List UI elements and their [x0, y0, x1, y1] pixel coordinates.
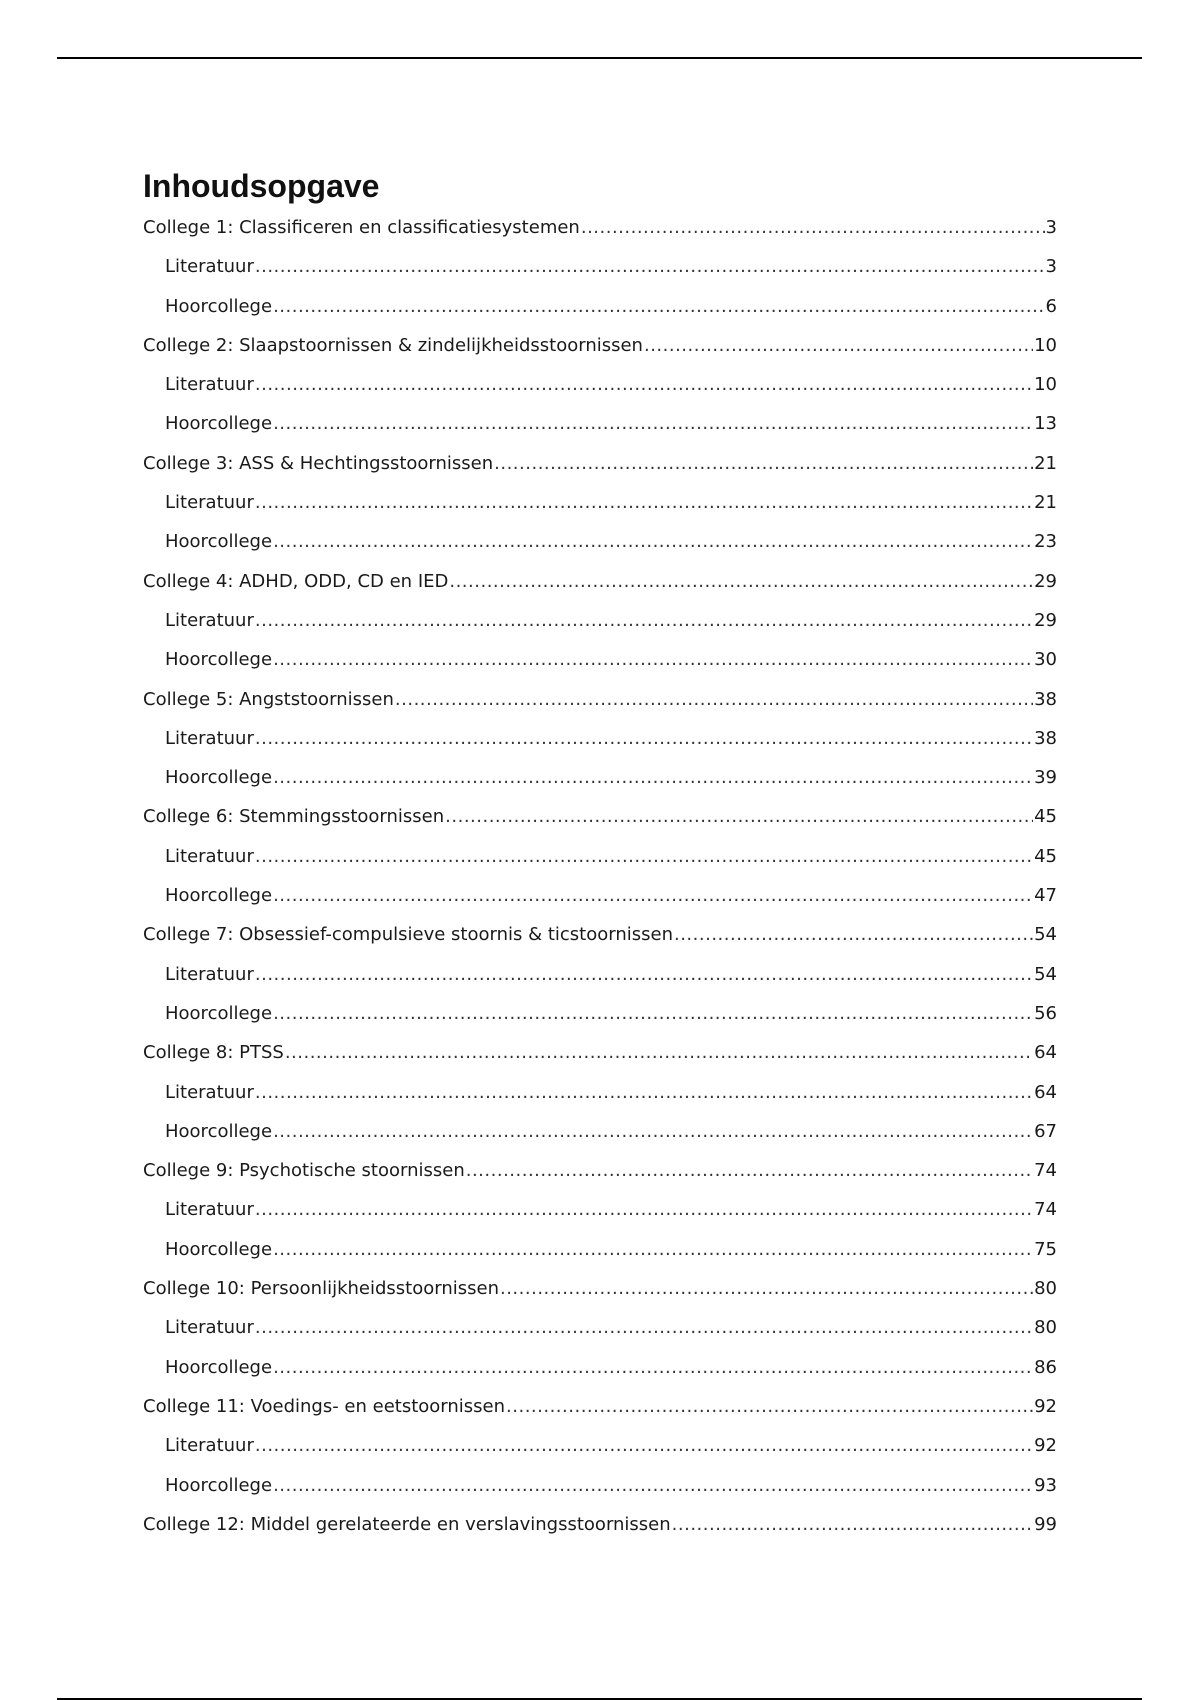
- toc-entry-page-number: 39: [1034, 767, 1057, 789]
- toc-dot-leader: [273, 1112, 1033, 1151]
- toc-entry-label: Hoorcollege: [165, 413, 273, 435]
- toc-section-entry[interactable]: [143, 955, 1057, 994]
- toc-entry-label: Hoorcollege: [165, 1356, 273, 1378]
- toc-dot-leader: [672, 1505, 1033, 1544]
- toc-dot-leader: [255, 955, 1033, 994]
- toc-entry-page-number: 21: [1034, 452, 1057, 474]
- toc-entry-label: Hoorcollege: [165, 295, 273, 317]
- toc-dot-leader: [255, 247, 1045, 286]
- toc-entry-page-number: 80: [1034, 1317, 1057, 1339]
- toc-entry-label: College 2: Slaapstoornissen & zindelijkheidsstoornissen: [143, 334, 643, 356]
- toc-title: Inhoudsopgave: [143, 168, 380, 204]
- toc-section-entry[interactable]: [143, 640, 1057, 679]
- toc-dot-leader: [506, 1387, 1033, 1426]
- toc-entry-label: College 10: Persoonlijkheidsstoornissen: [143, 1278, 499, 1300]
- toc-dot-leader: [273, 287, 1044, 326]
- toc-entry-label: Hoorcollege: [165, 1474, 273, 1496]
- toc-chapter-entry[interactable]: [143, 562, 1057, 601]
- toc-section-entry[interactable]: [143, 1190, 1057, 1229]
- toc-dot-leader: [273, 640, 1033, 679]
- toc-entry-page-number: 92: [1034, 1395, 1057, 1417]
- toc-chapter-entry[interactable]: [143, 680, 1057, 719]
- toc-dot-leader: [273, 1466, 1033, 1505]
- toc-entry-label: College 1: Classificeren en classificatiesystemen: [143, 217, 580, 238]
- toc-entry-label: Hoorcollege: [165, 649, 273, 671]
- toc-entry-label: Literatuur: [165, 374, 254, 396]
- toc-section-entry[interactable]: [143, 483, 1057, 522]
- toc-dot-leader: [255, 1190, 1033, 1229]
- toc-entry-page-number: 45: [1034, 845, 1057, 867]
- toc-entry-label: Literatuur: [165, 845, 254, 867]
- toc-entry-page-number: 92: [1034, 1435, 1057, 1457]
- toc-entry-label: College 9: Psychotische stoornissen: [143, 1160, 465, 1182]
- toc-entry-page-number: 29: [1034, 609, 1057, 631]
- toc-entry-page-number: 99: [1034, 1513, 1057, 1535]
- toc-section-entry[interactable]: [143, 365, 1057, 404]
- toc-chapter-entry[interactable]: [143, 915, 1057, 954]
- toc-dot-leader: [255, 365, 1033, 404]
- toc-dot-leader: [466, 1151, 1033, 1190]
- toc-chapter-entry[interactable]: [143, 1033, 1057, 1072]
- toc-dot-leader: [674, 915, 1033, 954]
- toc-section-entry[interactable]: [143, 522, 1057, 561]
- toc-entry-page-number: 47: [1034, 885, 1057, 907]
- toc-dot-leader: [273, 404, 1033, 443]
- toc-entry-label: Literatuur: [165, 963, 254, 985]
- toc-entry-label: Literatuur: [165, 1435, 254, 1457]
- toc-entry-page-number: 6: [1045, 295, 1057, 317]
- toc-dot-leader: [273, 1348, 1033, 1387]
- toc-chapter-entry[interactable]: [143, 444, 1057, 483]
- toc-entry-label: Hoorcollege: [165, 531, 273, 553]
- toc-entry-page-number: 75: [1034, 1238, 1057, 1260]
- toc-section-entry[interactable]: [143, 1073, 1057, 1112]
- toc-section-entry[interactable]: [143, 1230, 1057, 1269]
- toc-dot-leader: [273, 994, 1033, 1033]
- header-rule: [57, 57, 1142, 59]
- toc-entry-page-number: 67: [1034, 1120, 1057, 1142]
- toc-section-entry[interactable]: [143, 719, 1057, 758]
- toc-entry-label: Hoorcollege: [165, 885, 273, 907]
- toc-entry-page-number: 74: [1034, 1199, 1057, 1221]
- toc-dot-leader: [494, 444, 1033, 483]
- toc-dot-leader: [445, 797, 1033, 836]
- toc-entry-page-number: 74: [1034, 1160, 1057, 1182]
- toc-dot-leader: [255, 837, 1033, 876]
- toc-entry-label: Literatuur: [165, 1081, 254, 1103]
- toc-dot-leader: [255, 1073, 1033, 1112]
- toc-dot-leader: [395, 680, 1033, 719]
- toc-section-entry[interactable]: [143, 1348, 1057, 1387]
- toc-section-entry[interactable]: [143, 247, 1057, 286]
- toc-section-entry[interactable]: [143, 1466, 1057, 1505]
- toc-entry-label: Hoorcollege: [165, 767, 273, 789]
- toc-entry-page-number: 54: [1034, 924, 1057, 946]
- toc-entry-page-number: 10: [1034, 334, 1057, 356]
- toc-entry-label: Literatuur: [165, 492, 254, 514]
- toc-dot-leader: [255, 1426, 1033, 1465]
- toc-chapter-entry[interactable]: [143, 208, 1057, 247]
- toc-dot-leader: [273, 522, 1033, 561]
- toc-dot-leader: [255, 1308, 1033, 1347]
- toc-chapter-entry[interactable]: [143, 326, 1057, 365]
- toc-entry-page-number: 64: [1034, 1081, 1057, 1103]
- toc-dot-leader: [581, 208, 1045, 247]
- toc-dot-leader: [449, 562, 1033, 601]
- toc-entry-label: College 12: Middel gerelateerde en verslavingsstoornissen: [143, 1513, 671, 1535]
- toc-entry-label: Hoorcollege: [165, 1238, 273, 1260]
- toc-entry-page-number: 56: [1034, 1002, 1057, 1024]
- toc-chapter-entry[interactable]: [143, 797, 1057, 836]
- toc-section-entry[interactable]: [143, 287, 1057, 326]
- toc-dot-leader: [273, 876, 1033, 915]
- toc-entry-page-number: 3: [1045, 256, 1057, 278]
- toc-entry-label: Literatuur: [165, 609, 254, 631]
- toc-entry-label: College 7: Obsessief-compulsieve stoornis & ticstoornissen: [143, 924, 673, 946]
- toc-dot-leader: [273, 758, 1033, 797]
- toc-entry-page-number: 64: [1034, 1042, 1057, 1064]
- toc-entry-label: Literatuur: [165, 727, 254, 749]
- toc-entry-label: Literatuur: [165, 1317, 254, 1339]
- toc-dot-leader: [255, 601, 1033, 640]
- toc-dot-leader: [255, 483, 1033, 522]
- toc-entry-page-number: 21: [1034, 492, 1057, 514]
- toc-entry-page-number: 10: [1034, 374, 1057, 396]
- toc-entry-page-number: 30: [1034, 649, 1057, 671]
- toc-entry-page-number: 3: [1045, 217, 1057, 238]
- toc-entry-page-number: 93: [1034, 1474, 1057, 1496]
- toc-dot-leader: [644, 326, 1033, 365]
- table-of-contents: [143, 164, 1057, 1544]
- toc-entry-label: Literatuur: [165, 1199, 254, 1221]
- toc-chapter-entry[interactable]: [143, 1151, 1057, 1190]
- toc-section-entry[interactable]: [143, 758, 1057, 797]
- toc-section-entry[interactable]: [143, 404, 1057, 443]
- toc-section-entry[interactable]: [143, 601, 1057, 640]
- toc-section-entry[interactable]: [143, 837, 1057, 876]
- toc-entry-label: College 8: PTSS: [143, 1042, 284, 1064]
- toc-dot-leader: [500, 1269, 1033, 1308]
- toc-section-entry[interactable]: [143, 876, 1057, 915]
- toc-chapter-entry[interactable]: [143, 1505, 1057, 1544]
- toc-entry-page-number: 80: [1034, 1278, 1057, 1300]
- toc-list: [143, 208, 1057, 1544]
- toc-chapter-entry[interactable]: [143, 1269, 1057, 1308]
- toc-section-entry[interactable]: [143, 1308, 1057, 1347]
- toc-entry-page-number: 23: [1034, 531, 1057, 553]
- toc-section-entry[interactable]: [143, 1426, 1057, 1465]
- toc-entry-label: College 4: ADHD, ODD, CD en IED: [143, 570, 449, 592]
- toc-entry-label: College 11: Voedings- en eetstoornissen: [143, 1395, 506, 1417]
- toc-entry-page-number: 38: [1034, 688, 1057, 710]
- toc-dot-leader: [255, 719, 1033, 758]
- toc-entry-page-number: 45: [1034, 806, 1057, 828]
- toc-entry-label: Literatuur: [165, 256, 254, 278]
- toc-section-entry[interactable]: [143, 1112, 1057, 1151]
- toc-entry-label: Hoorcollege: [165, 1120, 273, 1142]
- toc-entry-label: College 5: Angststoornissen: [143, 688, 394, 710]
- toc-entry-page-number: 38: [1034, 727, 1057, 749]
- toc-dot-leader: [273, 1230, 1033, 1269]
- toc-section-entry[interactable]: [143, 994, 1057, 1033]
- toc-entry-page-number: 29: [1034, 570, 1057, 592]
- toc-dot-leader: [285, 1033, 1033, 1072]
- toc-entry-label: College 6: Stemmingsstoornissen: [143, 806, 445, 828]
- toc-entry-label: Hoorcollege: [165, 1002, 273, 1024]
- toc-chapter-entry[interactable]: [143, 1387, 1057, 1426]
- toc-entry-page-number: 13: [1034, 413, 1057, 435]
- toc-entry-page-number: 86: [1034, 1356, 1057, 1378]
- toc-entry-page-number: 54: [1034, 963, 1057, 985]
- toc-entry-label: College 3: ASS & Hechtingsstoornissen: [143, 452, 494, 474]
